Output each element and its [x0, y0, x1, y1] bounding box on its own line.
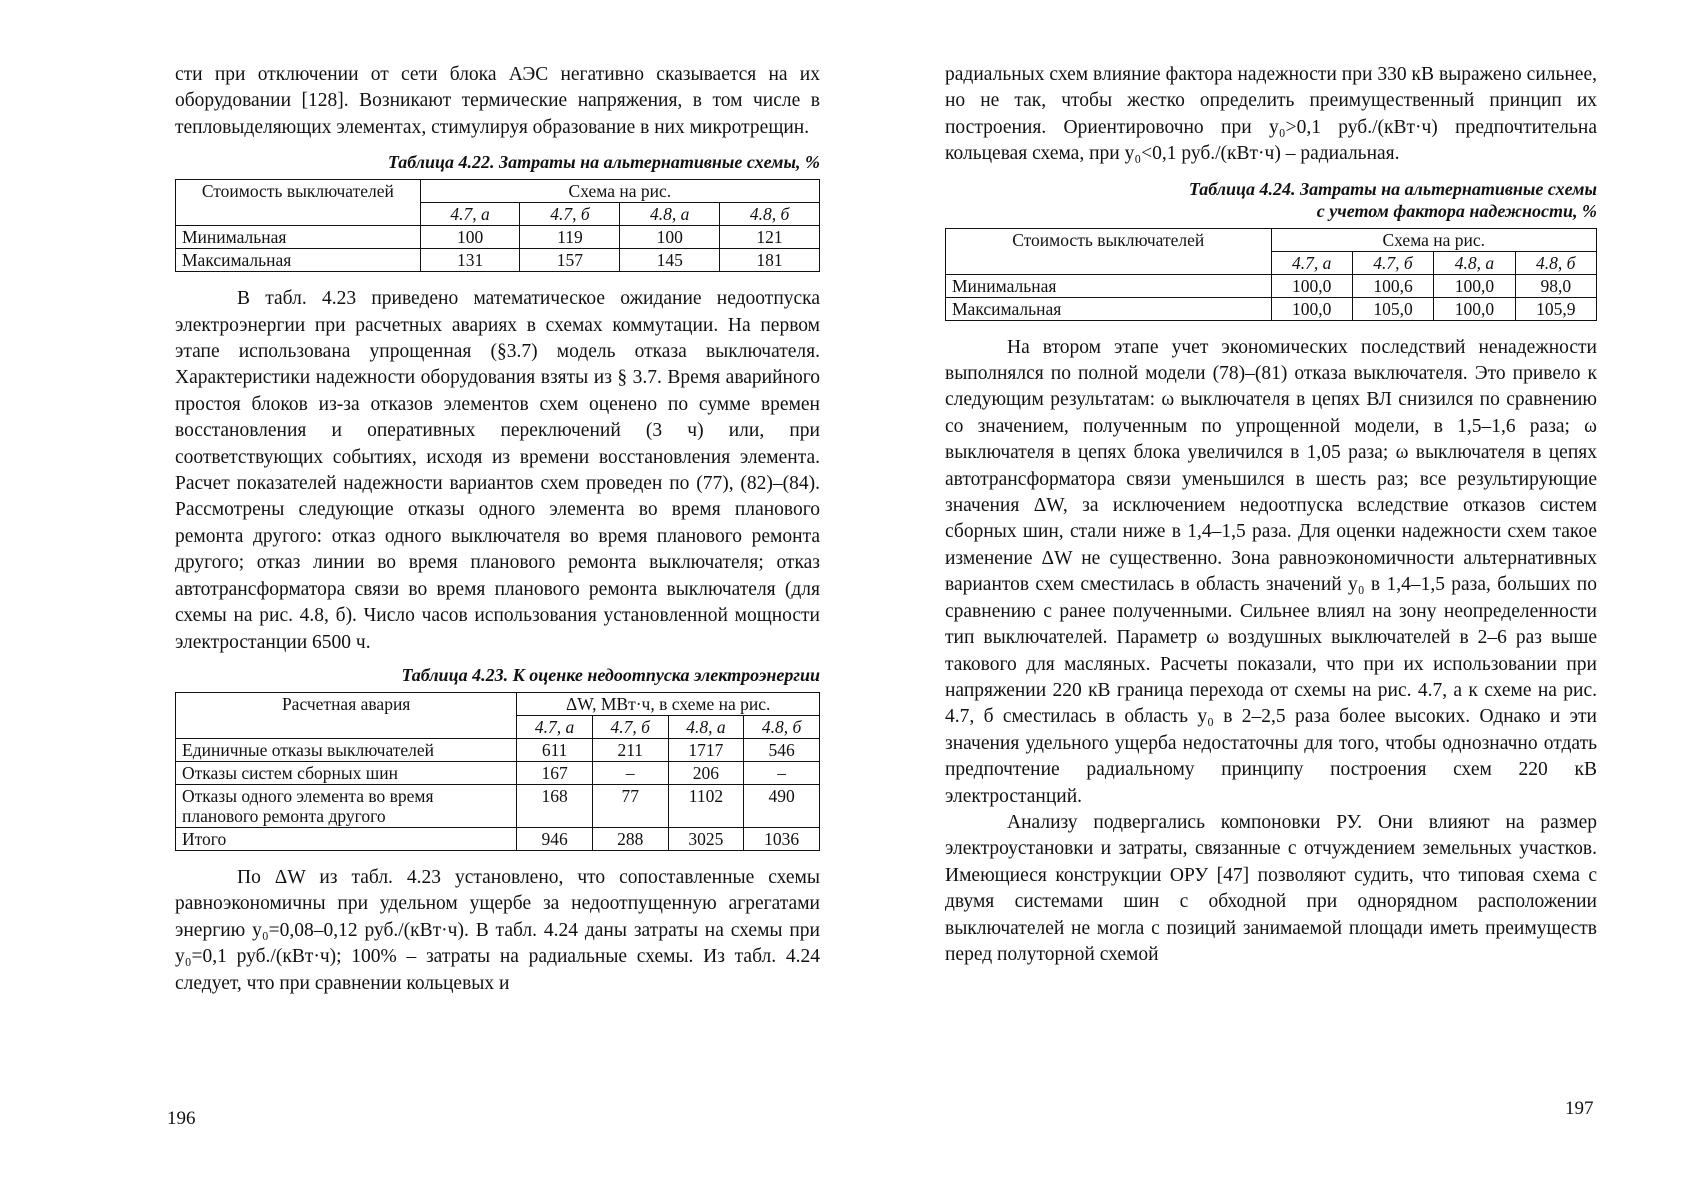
table-4-24-col: 4.8, б — [1515, 251, 1596, 274]
cell: – — [744, 761, 820, 784]
cell: 131 — [420, 249, 520, 272]
cell: 3025 — [668, 827, 744, 850]
table-4-22-group-header: Схема на рис. — [420, 180, 819, 203]
table-row — [946, 274, 1597, 297]
left-paragraph-2: В табл. 4.23 приведено математическое ожидание недоотпуска электроэнергии при расчетных авариях в схемах коммутации. На первом этапе использована упрощенная (§3.7) модель отказа выключателя. Характеристики надежности оборудования взяты из § 3.7. Время аварийного простоя блоков из-за отказов элементов схем оценено по сумме времен восстановления и оперативных переключений (3 ч) или, при соответствующих событиях, исходя из времени восстановления элемента. Расчет показателей надежности вариантов схем проведен по (77), (82)–(84). Рассмотрены следующие отказы одного элемента во время планового ремонта другого: отказ одного выключателя во время планового ремонта другого; отказ линии во время планового ремонта выключателя; отказ автотрансформатора связи во время планового ремонта выключателя (для схемы на рис. 4.8, б). Число часов использования установленной мощности электростанции 6500 ч. — [175, 288, 820, 653]
table-4-24-col: 4.7, б — [1352, 251, 1433, 274]
table-4-22-caption: Таблица 4.22. Затраты на альтернативные схемы, % — [387, 152, 820, 173]
right-paragraph-3: Анализу подвергались компоновки РУ. Они влияют на размер электроустановки и затраты, связанные с отчуждением земельных участков. Имеющиеся конструкции ОРУ [47] позволяют судить, что типовая схема с двумя системами шин с обходной при однорядном расположении выключателей не могла с позиций занимаемой площади иметь преимуществ перед полуторной схемой — [945, 811, 1597, 965]
right-page — [945, 62, 1597, 968]
cell: 1717 — [668, 738, 744, 761]
cell: 168 — [517, 784, 593, 827]
right-paragraph-1: радиальных схем влияние фактора надежности при 330 кВ выражено сильнее, но не так, чтобы жестко определить преимущественный принцип их построения. Ориентировочно при y₀>0,1 руб./(кВт·ч) предпочтительна кольцевая схема, при y₀<0,1 руб./(кВт·ч) – радиальная. — [945, 64, 1597, 165]
row-label: Минимальная — [176, 226, 421, 249]
row-label: Максимальная — [176, 249, 421, 272]
cell: 145 — [620, 249, 720, 272]
cell: 611 — [517, 738, 593, 761]
page-number-left: 196 — [167, 1108, 196, 1129]
cell: 206 — [668, 761, 744, 784]
table-4-23-group-header: ΔW, МВт·ч, в схеме на рис. — [517, 692, 820, 715]
cell: 100,6 — [1352, 274, 1433, 297]
row-label: Минимальная — [946, 274, 1272, 297]
table-4-22-col: 4.7, б — [520, 203, 620, 226]
table-4-24-caption-line2: с учетом фактора надежности, % — [1316, 200, 1597, 221]
table-row — [176, 784, 820, 827]
cell: 77 — [592, 784, 668, 827]
row-label: Отказы систем сборных шин — [176, 761, 517, 784]
table-4-24 — [945, 228, 1597, 321]
page-number-right: 197 — [1565, 1098, 1594, 1119]
table-row — [176, 249, 820, 272]
table-4-22-row-header: Стоимость выключателей — [176, 180, 421, 226]
table-row — [176, 738, 820, 761]
table-4-22-col: 4.8, б — [720, 203, 820, 226]
left-paragraph-3: По ΔW из табл. 4.23 установлено, что сопоставленные схемы равноэкономичны при удельном ущербе за недоотпущенную агрегатами энергию y₀=0,08–0,12 руб./(кВт·ч). В табл. 4.24 даны затраты на схемы при y₀=0,1 руб./(кВт·ч); 100% – затраты на радиальные схемы. Из табл. 4.24 следует, что при сравнении кольцевых и — [175, 866, 820, 994]
table-4-23-col: 4.8, а — [668, 715, 744, 738]
cell: 1102 — [668, 784, 744, 827]
cell: 105,9 — [1515, 297, 1596, 320]
row-label: Максимальная — [946, 297, 1272, 320]
cell: – — [592, 761, 668, 784]
table-4-24-row-header: Стоимость выключателей — [946, 228, 1272, 274]
cell: 105,0 — [1352, 297, 1433, 320]
table-4-23-col: 4.8, б — [744, 715, 820, 738]
table-4-22 — [175, 179, 820, 272]
table-row — [176, 827, 820, 850]
cell: 100,0 — [1271, 274, 1352, 297]
left-page — [175, 62, 820, 997]
cell: 288 — [592, 827, 668, 850]
cell: 121 — [720, 226, 820, 249]
table-row — [176, 226, 820, 249]
right-paragraph-2: На втором этапе учет экономических последствий ненадежности выполнялся по полной модели (78)–(81) отказа выключателя. Это привело к следующим результатам: ω выключателя в цепях ВЛ снизился по сравнению со значением, полученным по упрощенной модели, в 1,5–1,6 раза; ω выключателя в цепях блока увеличился в 1,05 раза; ω выключателя в цепях автотрансформатора связи уменьшился в шесть раз; все результирующие значения ΔW, за исключением недоотпуска вследствие отказов систем сборных шин, стали ниже в 1,4–1,5 раза. Для оценки надежности схем такое изменение ΔW не существенно. Зона равноэкономичности альтернативных вариантов схем сместилась в область значений y₀ в 1,4–1,5 раза, больших по сравнению с ранее полученными. Сильнее влиял на зону неопределенности тип выключателей. Параметр ω воздушных выключателей в 2–6 раз выше такового для масляных. Расчеты показали, что при их использовании при напряжении 220 кВ граница перехода от схемы на рис. 4.7, а к схеме на рис. 4.7, б сместилась в область y₀ в 2–2,5 раза более высоких. Однако и эти значения удельного ущерба недостаточны для того, чтобы однозначно отдать предпочтение радиальному принципу построения схем 220 кВ электростанций. — [945, 336, 1597, 807]
cell: 211 — [592, 738, 668, 761]
table-row — [946, 297, 1597, 320]
table-4-24-col: 4.8, а — [1434, 251, 1515, 274]
cell: 490 — [744, 784, 820, 827]
table-4-22-col: 4.8, а — [620, 203, 720, 226]
table-4-22-col: 4.7, а — [420, 203, 520, 226]
cell: 157 — [520, 249, 620, 272]
row-label: Единичные отказы выключателей — [176, 738, 517, 761]
row-label: Итого — [176, 827, 517, 850]
cell: 1036 — [744, 827, 820, 850]
cell: 100,0 — [1271, 297, 1352, 320]
cell: 98,0 — [1515, 274, 1596, 297]
table-row — [176, 761, 820, 784]
table-4-23-row-header: Расчетная авария — [176, 692, 517, 738]
cell: 546 — [744, 738, 820, 761]
cell: 100 — [620, 226, 720, 249]
table-4-24-group-header: Схема на рис. — [1271, 228, 1597, 251]
table-4-23-col: 4.7, а — [517, 715, 593, 738]
cell: 167 — [517, 761, 593, 784]
cell: 946 — [517, 827, 593, 850]
table-4-23 — [175, 692, 820, 851]
table-4-23-caption: Таблица 4.23. К оценке недоотпуска электроэнергии — [401, 664, 820, 685]
table-4-23-col: 4.7, б — [592, 715, 668, 738]
left-paragraph-1: сти при отключении от сети блока АЭС негативно сказывается на их оборудовании [128]. Возникают термические напряжения, в том числе в тепловыделяющих элементах, стимулируя образование в них микротрещин. — [175, 64, 820, 138]
cell: 100,0 — [1434, 274, 1515, 297]
table-4-24-col: 4.7, а — [1271, 251, 1352, 274]
cell: 100 — [420, 226, 520, 249]
table-4-24-caption-line1: Таблица 4.24. Затраты на альтернативные схемы — [1188, 178, 1597, 199]
row-label: Отказы одного элемента во время планового ремонта другого — [176, 784, 517, 827]
cell: 100,0 — [1434, 297, 1515, 320]
cell: 119 — [520, 226, 620, 249]
cell: 181 — [720, 249, 820, 272]
